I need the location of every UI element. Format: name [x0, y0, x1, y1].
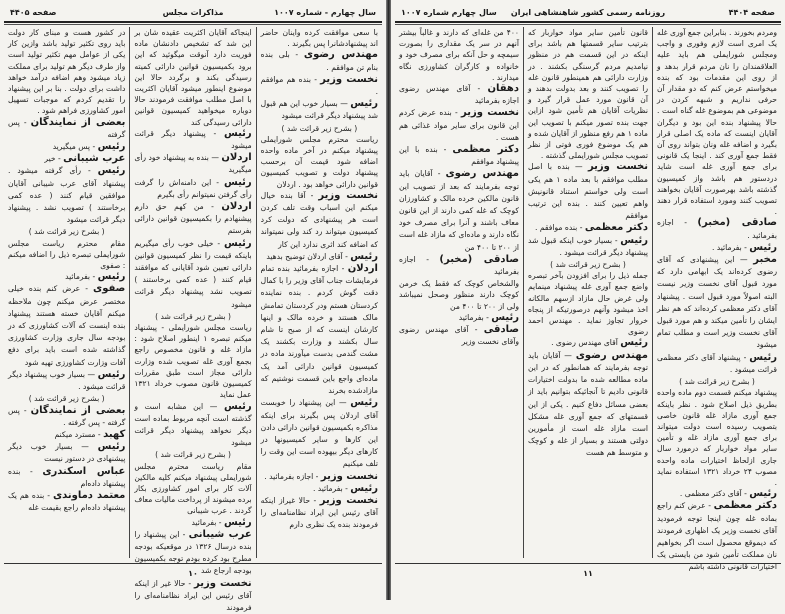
- speech-text: - من کهم حق دارم پیشنهادم را بکمیسیون قوانین دارائی بفرستم: [134, 202, 252, 236]
- speaker-block: [8, 429, 125, 441]
- speaker-name: اردلان: [221, 201, 252, 213]
- speaker-block: [8, 165, 125, 226]
- speaker-block: [134, 517, 251, 529]
- speaker-block: [8, 271, 125, 283]
- speaker-block: [657, 352, 777, 376]
- speaker-block: [261, 263, 378, 397]
- speaker-block: [8, 441, 125, 465]
- page-label: صفحه ۴۴۰۴: [728, 8, 775, 17]
- speech-text: — این پیشنهاد را خوبست آقای اردلان پس بگیرند برای اینکه مذاکره بکمیسیون قوانین دارائی دادن این کارها و سایر کمیسیونها در کارهای دیگر بیهوده است این وقت را تلف میکنیم: [260, 398, 378, 469]
- paragraph: در کشور هست و مبنای کار دولت باید روی تکثیر تولید باشد وازین کار یکی از عوامل مهم تکثیر تولید است واز طرف دیگر هم تولید برای مملکت زیاد میشود وهم اضافه درآمد خواهد داشت برای دولت . بنا بر این پیشنهاد را تقدیم کردم که موجبات تسهیل امور کشاورزی فراهم شود .: [8, 28, 126, 116]
- columns: [395, 27, 781, 572]
- speaker-name: مهندس رضوی: [575, 349, 648, 361]
- page-number: ۱۱: [583, 569, 593, 578]
- speaker-block: [657, 242, 777, 254]
- speech-text: - پس گرفته: [8, 117, 126, 139]
- speech-text: - بنده موافقم .: [535, 223, 585, 233]
- speech-text: - بفرمائید .: [312, 483, 351, 493]
- speaker-name: دکتر معظمی: [452, 144, 519, 156]
- paragraph: جمله ذیل را برای افزودن بآخر تبصره واضع جمع آوری غله پیشنهاد مینمایم ولی غرض حال مازاد ازسهم مالکانه اخذ میشود وآنهم درصورتیکه از پنجاه خروار تجاوز نماید . مهندس احمد رضوی: [528, 271, 648, 337]
- speaker-block: [399, 254, 519, 278]
- speaker-block: [261, 251, 378, 263]
- speaker-name: نخست وزیر: [320, 73, 379, 85]
- page-label: صفحه ۴۴۰۵: [10, 8, 57, 17]
- page-header: [397, 6, 779, 20]
- speaker-name: دکتر معظمی: [584, 222, 648, 234]
- speaker-name: بعضی از نمایندگان: [30, 116, 126, 128]
- speaker-block: [261, 471, 378, 483]
- paragraph: والشخاص کوچک که فقط یک خرمن کوچک دارند منظور وصحل نمیباشد ولی از ۲۰۰ تا ۴۰۰ من: [399, 279, 519, 311]
- speaker-name: رئیس: [223, 176, 252, 188]
- speech-text: - آقای دکتر معظمی .: [679, 489, 750, 499]
- paragraph: قانون تأمین سایر مواد خواربار که بترتیب سایر قسمتها هم باشد برای اینکه در این قسمت هم در منظور نیامدیم مردم گرسنگی بکشند . در وزارت دارائی هم همینطور قانون غله را تصویب کنند و بعد بدولت بدهند و آن قانون مورد عمل قرار گیرد و نظریات آقایان هم تأمین شود ازاین جهت بنده تصور میکنم با تصویب این ماده ۱ هم رفع منظور از آقایان شده و هم یک موضوع فوری فوتی از نظر تصویب مجلس شورایملی گذشته .: [528, 28, 648, 161]
- speech-text: - بفرمائید: [191, 517, 224, 527]
- speaker-name: نخست وزیر: [318, 189, 379, 201]
- speaker-block: [134, 401, 251, 450]
- speaker-name: رئیس: [749, 488, 777, 500]
- speech-text: - بفرمائید: [458, 312, 492, 322]
- speaker-block: [399, 107, 519, 144]
- page-header: [6, 6, 380, 20]
- speech-text: — بسیار خوب دیگر پیشنهادی در دستور نیست: [8, 442, 126, 464]
- speaker-block: [399, 144, 519, 168]
- page-number: ۱۰: [188, 569, 198, 578]
- speaker-name: دهقان: [487, 83, 519, 95]
- speaker-block: [134, 238, 251, 311]
- speaker-block: [261, 98, 378, 122]
- right-page: [391, 0, 785, 600]
- speaker-name: رئیس: [749, 351, 777, 363]
- speaker-block: [8, 369, 125, 393]
- paragraph: با سعی موافقت کرده واینان حاضر اند پیشنهادشانرا پس بگیرند .: [260, 28, 378, 49]
- paragraph: اینجاکه آقایان اکثریت عقیده شان بر این شد که تشخیص دادنشان ماده فوریت دارد آنوقت میگوئید که این برود بکمیسیون قوانین دارائی کمیته رسیدگی بکند و برگردد حالا این موضوع اینطور میشود آقایان اکثریت با اصل مطلب موافقت فرمودند حالا دوباره میخواهید کمیسیون قوانین دارائی رسیدگی کند: [134, 28, 252, 127]
- speaker-name: رئیس: [350, 250, 378, 262]
- speaker-block: [8, 466, 125, 490]
- speaker-name: نخست وزیر: [194, 577, 252, 589]
- header-rule: [395, 21, 781, 25]
- footer-rule: [4, 563, 382, 564]
- speaker-name: رئیس: [223, 127, 252, 139]
- speech-text: - این دامنه‌اش را گرفت رأی گرفتن نمیتوانم رأی بگیرم: [134, 177, 252, 199]
- speaker-block: [528, 222, 648, 234]
- speaker-name: عرب شیبانی: [63, 153, 126, 165]
- speaker-name: نخست وزیر: [460, 107, 519, 119]
- speaker-name: رئیس: [350, 397, 378, 409]
- speech-text: - آقا بنده خیال میکنم این اسباب وقت تلف کردن است هر پیشنهادی که دولت کرد کمیسیون میتواند رد کند ولی نمیتواند که اضافه کند اثری ندارد این کار: [260, 190, 378, 249]
- speech-text: - بلی بنده بنام تن موافقم .: [260, 50, 378, 72]
- speech-text: - بنده عرض کردم این قانون برای سایر مواد غذائی هم هست .: [399, 108, 519, 142]
- speech-text: — بسیار خوب این هم قبول شد پیشنهاد دیگر قرائت میشود: [260, 99, 378, 121]
- speech-text: - اجازه بفرمائید .: [657, 218, 777, 240]
- speaker-name: رئیس: [97, 368, 126, 380]
- speaker-block: [134, 128, 251, 152]
- speech-text: - آقای مهندس رضوی اجازه بفرمائید: [399, 84, 519, 106]
- speech-text: - این پیشنهاد را بنده درسال ۱۳۲۶ در موقعیکه بودجه مطرح بود کرده بودم توجه بکمیسیون بودجه ارجاع شد: [134, 529, 252, 576]
- speaker-block: [8, 283, 125, 368]
- speaker-block: [8, 141, 125, 153]
- footer-rule: [395, 563, 781, 564]
- text-column: [523, 27, 652, 558]
- newspaper-title: روزنامه رسمی کشور شاهنشاهی ایران: [510, 8, 666, 17]
- speech-text: - عرض کنم راجع بماده غله چون اینجا توجه فرمودید آقای نخست وزیر یک اظهاری فرمودند که دیموقع محصول است اگر بخواهیم نان مملکت تأمین شود من بایستی یک اختیارات قانونی داشته باشم: [657, 501, 777, 572]
- speaker-block: [134, 152, 251, 176]
- speaker-block: [134, 201, 251, 238]
- speaker-block: [399, 324, 519, 348]
- speaker-name: رئیس: [223, 237, 252, 249]
- speaker-name: عباس اسکندری: [42, 465, 126, 477]
- speaker-block: [134, 177, 251, 201]
- speech-text: - بسیار خوب اینکه قبول شد پیشنهاد دیگر قرائت میشود .: [528, 235, 648, 257]
- speaker-name: مهندس رضوی: [303, 49, 378, 61]
- speaker-name: نخست وزیر: [319, 494, 379, 506]
- text-column: [4, 27, 129, 558]
- speaker-block: [528, 337, 648, 349]
- speaker-name: صادقی (مخبر): [697, 217, 777, 229]
- speaker-block: [134, 578, 251, 614]
- issue-info: سال چهارم شماره ۱۰۰۷: [401, 8, 497, 17]
- speech-text: - خیلی خوب رأی میگیریم باینکه قیمت را نظر کمیسیون قوانین دارائی تعیین شود آقایانی که موافقند قیام کنند ( عده کمی برخاستند ) تصویب نشد پیشنهاد دیگر قرائت میشود: [134, 238, 252, 309]
- speech-text: - بنده پیشنهاد داده‌ام: [8, 466, 126, 488]
- speech-text: - عرض کنم بنده خیلی مختصر عرض میکنم چون ملاحظه میکنم آقایان خسته هستند پیشنهاد بنده اینست که آلات کشاورزی که در بودجه سال جاری وزارت کشاورزی گذاشته شده است باید برای دفع آفات وزارت کشاورزی تهیه شود: [8, 284, 126, 367]
- speech-text: - حالا غیر از اینکه آقای رئیس این ایراد نظامنامه‌ای را فرمودند: [134, 578, 252, 612]
- reading-note: ( بشرح زیر قرائت شد ): [155, 311, 231, 321]
- paragraph: ریاست مجلس شورایملی - پیشنهاد میکنم تبصره ۱ اینطور اصلاح شود : مازاد غله و قانون مخصوص راجع بجمع آوری غله تصویب شده وزارت دارائی مجاز است طبق مقررات کمیسیون قانون مصوب خرداد ۱۳۲۱ عمل نماید: [134, 323, 252, 400]
- speaker-name: رئیس: [350, 98, 378, 110]
- speech-text: - پیشنهاد دیگر قرائت میشود: [134, 128, 252, 151]
- speech-text: آقای مهندس رضوی .: [551, 338, 621, 348]
- speech-text: - حالا غیراز اینکه آقای رئیس این ایراد نظامنامه‌ای را فرمودند بنده یک نظری دارم: [260, 495, 378, 530]
- speech-text: - رأی گرفته میشود . پیشنهاد آقای عرب شیبانی آقایان موافقین قیام کنند ( عده کمی برخاستند ) تصویب نشد . پیشنهاد دیگر قرائت میشود: [8, 166, 126, 225]
- speaker-block: [261, 49, 378, 73]
- speaker-name: بعضی از نمایندگان: [30, 404, 126, 416]
- speech-text: — بنده با اصل مطلب موافقم با بعد ماده ۱ هم یکی است ولی خواستم استناد قانونیش واهم تعیین کنند . بنده این ترتیب موافقم: [528, 162, 648, 221]
- speaker-name: اردلان: [347, 263, 378, 275]
- reading-note: ( بشرح زیر قرائت شد ): [679, 377, 755, 387]
- speaker-name: رئیس: [223, 516, 252, 528]
- speaker-block: [8, 153, 125, 165]
- header-rule: [4, 21, 382, 25]
- speech-text: — آقایان باید توجه بفرمایند که همانطور که در این ماده مطالعه شده ما بدولت اختیارات قانونی دادیم تا آنجائیکه بتوانیم باید از بعضی مسائل دفاع کنیم . یکی از این قسمتهای که جمع آوری غله مشکل است مازاد غله است از مأمورین دولتی هستند و بسیار از غله و کوچک و متوسط هم هست: [528, 350, 648, 458]
- speech-text: - پس میگیرید: [52, 142, 98, 152]
- speaker-name: رئیس: [749, 241, 777, 253]
- speaker-name: مهندس رضوی: [445, 168, 519, 180]
- text-column: [652, 27, 781, 572]
- speaker-block: [261, 483, 378, 495]
- speaker-block: [657, 217, 777, 241]
- speaker-name: رئیس: [97, 271, 126, 283]
- speaker-block: [8, 117, 125, 141]
- paragraph: مقام محترم ریاست مجلس شورایملی تبصره ذیل را اضافه میکنم : صفوی: [8, 238, 126, 271]
- speech-text: - بنده هم یک پیشنهاد داده‌ام راجع بقیمت غله: [8, 490, 126, 513]
- speaker-name: نخست وزیر: [587, 161, 649, 173]
- reading-note: ( بشرح زیر قرائت شد ): [28, 227, 105, 237]
- paragraph: ریاست محترم مجلس شورایملی پیشنهاد میکنم در آخر ماده واحده اضافه شود قیمت آن برحسب پیشنهاد دولت و تصویب کمیسیون قوانین دارائی خواهد بود . اردلان: [260, 134, 378, 189]
- speaker-name: رئیس: [491, 311, 519, 323]
- speaker-name: کهبد: [103, 428, 126, 440]
- speech-text: — بنده به پیشنهاد خود رأی میگیرید: [134, 153, 252, 175]
- speech-text: — این مشابه است و گذشته است آنچه مربوط بماده است دیگر نخواهد پیشنهاد دیگر قرائت میشود: [134, 401, 252, 448]
- speaker-block: [657, 488, 777, 500]
- reading-note: ( بشرح زیر قرائت شد ): [550, 260, 626, 270]
- paragraph: مقام ریاست محترم مجلس شورایملی پیشنهاد میکنم کلیه مالکین آلات کار برای امور کشاورزی بکار برده میشوند از پرداخت مالیات معاف گردند . عرب شیبانی: [134, 461, 252, 516]
- speech-text: - اجازه بفرمائید: [399, 254, 519, 277]
- speaker-name: دکتر معظمی: [713, 500, 777, 512]
- speaker-name: صادقی: [483, 324, 519, 336]
- issue-info: سال چهارم - شماره ۱۰۰۷: [274, 8, 376, 17]
- speech-text: — بسیار خوب پیشنهاد دیگر قرائت میشود .: [8, 369, 126, 392]
- speaker-block: [528, 235, 648, 259]
- paragraph: ومردم بخورند . بنابراین جمع آوری غله یک امری است لازم وفوری و واجب ومجلس شورایملی هم باید علیه العلاقمندان را نان مردم قرار بدهد و از روی این مقدمات بود که بنده میخواستم عرض کنم که دو مقدار آن حرفی نداریم و شبهه کردن در موضوعی هم بموضوع غله گناه است . حالا پیشنهاد بنده این بود و دیگران آقایان اینست که ماده یک اصلی قرار بگیرد و اضافه غله ونان بتواند روی آن فقط جمع آوری کند . اینجا یک قانونی برای جمع آوری غله است شاید دردستور هم باشد واز کمیسیون گذشته باشد بهرصورت آقایان بخواهند تصویب کنند ومورد استفاده قرار دهند .: [657, 28, 777, 217]
- speaker-name: رئیس: [620, 234, 648, 246]
- speaker-name: صفوی: [93, 283, 126, 295]
- left-page: [0, 0, 386, 612]
- speech-text: - پیشنهاد آقای دکتر معظمی قرائت میشود .: [657, 352, 777, 374]
- speech-text: - اجازه بفرمائید .: [264, 471, 321, 481]
- speaker-block: [528, 161, 648, 222]
- speaker-name: معتمد دماوندی: [52, 489, 126, 501]
- speaker-name: رئیس: [97, 141, 126, 153]
- speech-text: - آقای اردلان توضیح بدهید: [266, 251, 351, 261]
- speaker-block: [657, 254, 777, 352]
- speaker-name: صادقی (مخبر): [439, 253, 519, 265]
- speaker-name: رئیس: [97, 441, 126, 453]
- speaker-name: رئیس: [350, 482, 378, 494]
- speaker-name: عرب شیبانی: [188, 528, 252, 540]
- speaker-block: [261, 495, 378, 532]
- speaker-name: مخبر: [753, 254, 777, 266]
- text-column: [256, 27, 382, 558]
- speaker-block: [8, 405, 125, 429]
- paragraph: پیشنهاد میکنم قسمت دوم ماده واحده بطریق ذیل اصلاح شود . نظر باینکه جمع آوری مازاد غله قانون خاصی بتصویب رسیده است دولت میتواند برای جمع آوری مازاد غله و تأمین سایر مواد خواربار که درمورد سال جاری ازلحاظ اختیارات ماده واحده مصوب ۲۴ خرداد ۱۳۲۱ استفاده نماید .: [657, 388, 777, 487]
- reading-note: ( بشرح زیر قرائت شد ): [281, 123, 358, 133]
- speech-text: — این پیشنهادی که آقای رضوی کرده‌اند یک ابهامی دارد که مورد قبول آقای نخست وزیر نیست البته اصولاً مورد قبول است . پیشنهاد آقای دکتر معظمی کرده‌اند که هم نظر ایشان را تأمین میکند و هم مورد قبول آقای نخست وزیر است و مطلب تمام میشود: [657, 255, 777, 350]
- speaker-name: رئیس: [620, 337, 648, 349]
- speech-text: - بنده هم موافقم .: [260, 74, 378, 97]
- speaker-block: [261, 74, 378, 98]
- speaker-block: [8, 490, 125, 514]
- speech-text: - بفرمائید: [65, 272, 98, 282]
- speech-text: - مسترد میکنم: [54, 429, 104, 439]
- speech-text: - آقای مهندس رضوی وآقای نخست وزیر: [399, 325, 519, 347]
- speaker-name: اردلان: [221, 152, 252, 164]
- speech-text: - خیر: [44, 154, 64, 164]
- speaker-name: رئیس: [223, 400, 252, 412]
- speaker-name: رئیس: [97, 165, 126, 177]
- section-title: مذاکرات مجلس: [162, 8, 224, 17]
- speech-text: - آقایان باید توجه بفرمایند که بعد از تصویب این قانون مالکین خرده مالک و کشاورزان کوچک که غله کمی دارند از این قانون معاف باشند و آنرا برای مصرف خود نگاه دارند و ماده‌ای که مازاد غله است از ۲۰۰ تا ۴۰۰ من: [399, 169, 519, 252]
- speaker-block: [261, 190, 378, 251]
- speaker-name: نخست وزیر: [320, 470, 378, 482]
- speaker-block: [399, 168, 519, 253]
- speaker-block: [528, 350, 648, 460]
- text-column: [395, 27, 523, 558]
- speaker-block: [399, 83, 519, 107]
- reading-note: ( بشرح زیر قرائت شد ): [28, 394, 105, 404]
- speech-text: - پس گرفته - پس گرفته .: [8, 405, 126, 427]
- speech-text: - اجازه بفرمائید بنده تمام فرمایشات جناب آقای وزیر را با کمال دقت گوش کردم . بنده نماینده کردستان هستم ودر کردستان تمامش مالک هستند و خرده مالک و اینها کارشان اینست که از صبح تا شام سال بکشند و وزارت بکشند یک مشت گندمی بدست میآورند ماده در کمیسیون قوانین دارائی آمد یک ماده‌ای واجع باین قسمت نوشتیم که مازادشده بخرند: [260, 264, 378, 396]
- reading-note: ( بشرح زیر قرائت شد ): [155, 450, 231, 460]
- speaker-block: [261, 397, 378, 470]
- speech-text: - بفرمائید .: [711, 242, 750, 252]
- speech-text: - بنده با این پیشنهاد موافقم: [399, 145, 519, 167]
- speaker-block: [399, 312, 519, 324]
- paragraph: ۴۰۰ من غله‌ای که دارند و غالباً بیشتر آنهم در سر یک مقداری را بصورت سیمچه و حل آنکه برای مصرف خود و خانواده و کارگران کشاورزی نگاه میدارند .: [399, 28, 519, 82]
